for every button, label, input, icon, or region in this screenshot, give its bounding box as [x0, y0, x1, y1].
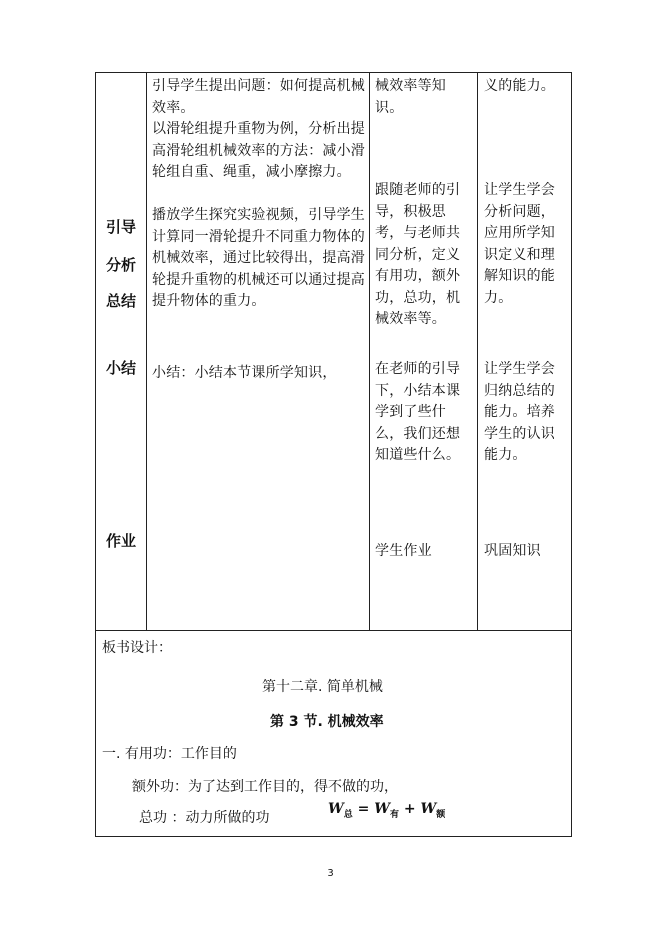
board-design-row — [96, 631, 572, 837]
board-item-useful-work: 一. 有用功：工作目的 — [102, 746, 237, 762]
board-design-cell — [96, 631, 572, 837]
teacher-text-question: 引导学生提出问题：如何提高机械效率。 — [152, 78, 365, 116]
intent-text-analysis: 让学生学会分析问题，应用所学知识定义和理解知识的能力。 — [484, 182, 555, 306]
formula-sub-total: 总 — [343, 809, 353, 820]
board-item-extra-work: 额外功：为了达到工作目的，得不做的功， — [132, 779, 398, 795]
teacher-activity-column — [147, 73, 370, 631]
stage-label-summary: 小结 — [105, 359, 136, 377]
board-chapter-title: 第十二章. 简单机械 — [262, 679, 383, 695]
student-text-summary: 在老师的引导下，小结本课学到了些什么，我们还想知道些什么。 — [375, 361, 461, 463]
teacher-text-method: 以滑轮组提升重物为例，分析出提高滑轮组机械效率的方法：减小滑轮组自重、绳重，减小摩擦力。 — [152, 121, 365, 180]
formula-w-extra: W — [420, 801, 437, 817]
stage-column — [96, 73, 147, 631]
formula-w-useful: W — [374, 801, 390, 817]
intent-text-homework: 巩固知识 — [484, 543, 541, 559]
lesson-plan-table — [95, 72, 572, 837]
formula-equals: = — [352, 801, 375, 817]
formula-sub-useful: 有 — [389, 809, 399, 820]
student-text-homework: 学生作业 — [375, 543, 432, 559]
student-text-knowledge: 械效率等知识。 — [375, 78, 446, 116]
stage-label-guide-3: 总结 — [105, 292, 136, 310]
formula-plus: + — [398, 801, 421, 817]
page-number: 3 — [327, 868, 334, 879]
intent-text-ability: 义的能力。 — [484, 78, 555, 94]
stage-label-guide-1: 引导 — [105, 218, 136, 236]
formula-w-total: W — [328, 801, 344, 817]
design-intent-column — [478, 73, 572, 631]
teacher-text-video: 播放学生探究实验视频，引导学生计算同一滑轮提升不同重力物体的机械效率，通过比较得出，提高滑轮提升重物的机械还可以通过提高提升物体的重力。 — [152, 207, 365, 309]
intent-text-summary: 让学生学会归纳总结的能力。培养学生的认识能力。 — [484, 361, 555, 463]
board-section-title: 第 3 节. 机械效率 — [270, 714, 384, 730]
teacher-text-summary: 小结：小结本节课所学知识， — [152, 365, 337, 381]
board-item-total-work: 总功 ：动力所做的功 — [139, 810, 270, 826]
board-heading: 板书设计： — [102, 640, 172, 656]
stage-label-homework: 作业 — [105, 532, 136, 550]
work-formula — [328, 801, 445, 820]
lesson-row — [96, 73, 572, 631]
stage-label-guide-2: 分析 — [105, 256, 136, 274]
student-text-follow: 跟随老师的引导，积极思考，与老师共同分析，定义有用功，额外功，总功，机械效率等。 — [375, 182, 461, 327]
formula-sub-extra: 额 — [436, 809, 446, 820]
student-activity-column — [370, 73, 478, 631]
